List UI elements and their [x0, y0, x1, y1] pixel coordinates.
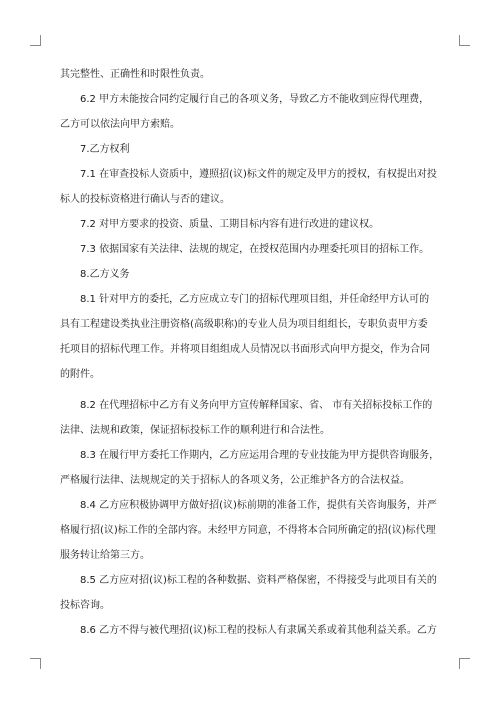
text-line: 其完整性、正确性和时限性负责。 — [60, 69, 210, 80]
text-line: 6.2 甲方未能按合同约定履行自己的各项义务，导致乙方不能收到应得代理费， — [80, 94, 430, 105]
document-body — [60, 62, 445, 643]
text-line: 7.3 依据国家有关法律、法规的规定，在授权范围内办理委托项目的招标工作。 — [80, 244, 430, 255]
crop-mark-bottom-right — [459, 658, 470, 669]
text-line: 8.5 乙方应对招(议)标工程的各种数据、资料严格保密，不得接受与此项目有关的 — [80, 575, 437, 586]
text-line: 托项目的招标代理工作。并将项目组组成人员情况以书面形式向甲方提交，作为合同 — [60, 344, 430, 355]
text-line: 的附件。 — [60, 369, 100, 380]
text-line: 法律、法规和政策，保证招标投标工作的顺利进行和合法性。 — [60, 425, 330, 436]
text-line: 8.6 乙方不得与被代理招(议)标工程的投标人有隶属关系或着其他利益关系。乙方 — [80, 625, 437, 636]
text-line: 8.3 在履行甲方委托工作期内，乙方应运用合理的专业技能为甲方提供咨询服务， — [80, 450, 440, 461]
crop-mark-bottom-left — [30, 658, 41, 669]
text-line: 投标咨询。 — [60, 600, 110, 611]
text-line: 具有工程建设类执业注册资格(高级职称)的专业人员为项目组组长，专职负责甲方委 — [60, 319, 428, 330]
text-line: 标人的投标资格进行确认与否的建议。 — [60, 194, 230, 205]
section-heading: 7.乙方权利 — [80, 144, 130, 155]
text-line: 7.2 对甲方要求的投资、质量、工期目标内容有进行改进的建议权。 — [80, 219, 380, 230]
text-line: 严格履行法律、法规规定的关于招标人的各项义务，公正维护各方的合法权益。 — [60, 475, 410, 486]
crop-mark-top-left — [30, 35, 41, 46]
crop-mark-top-right — [459, 35, 470, 46]
text-line: 格履行招(议)标工作的全部内容。未经甲方同意，不得将本合同所确定的招(议)标代理 — [60, 525, 436, 536]
text-line: 8.1 针对甲方的委托，乙方应成立专门的招标代理项目组，并任命经甲方认可的 — [80, 294, 430, 305]
text-line: 乙方可以依法向甲方索赔。 — [60, 119, 180, 130]
text-line: 8.2 在代理招标中乙方有义务向甲方宣传解释国家、省、 市有关招标投标工作的 — [80, 400, 433, 411]
text-line: 7.1 在审查投标人资质中，遵照招(议)标文件的规定及甲方的授权，有权提出对投 — [80, 169, 437, 180]
section-heading: 8.乙方义务 — [80, 269, 130, 280]
text-line: 服务转让给第三方。 — [60, 550, 150, 561]
text-line: 8.4 乙方应积极协调甲方做好招(议)标前期的准备工作，提供有关咨询服务，并严 — [80, 500, 437, 511]
